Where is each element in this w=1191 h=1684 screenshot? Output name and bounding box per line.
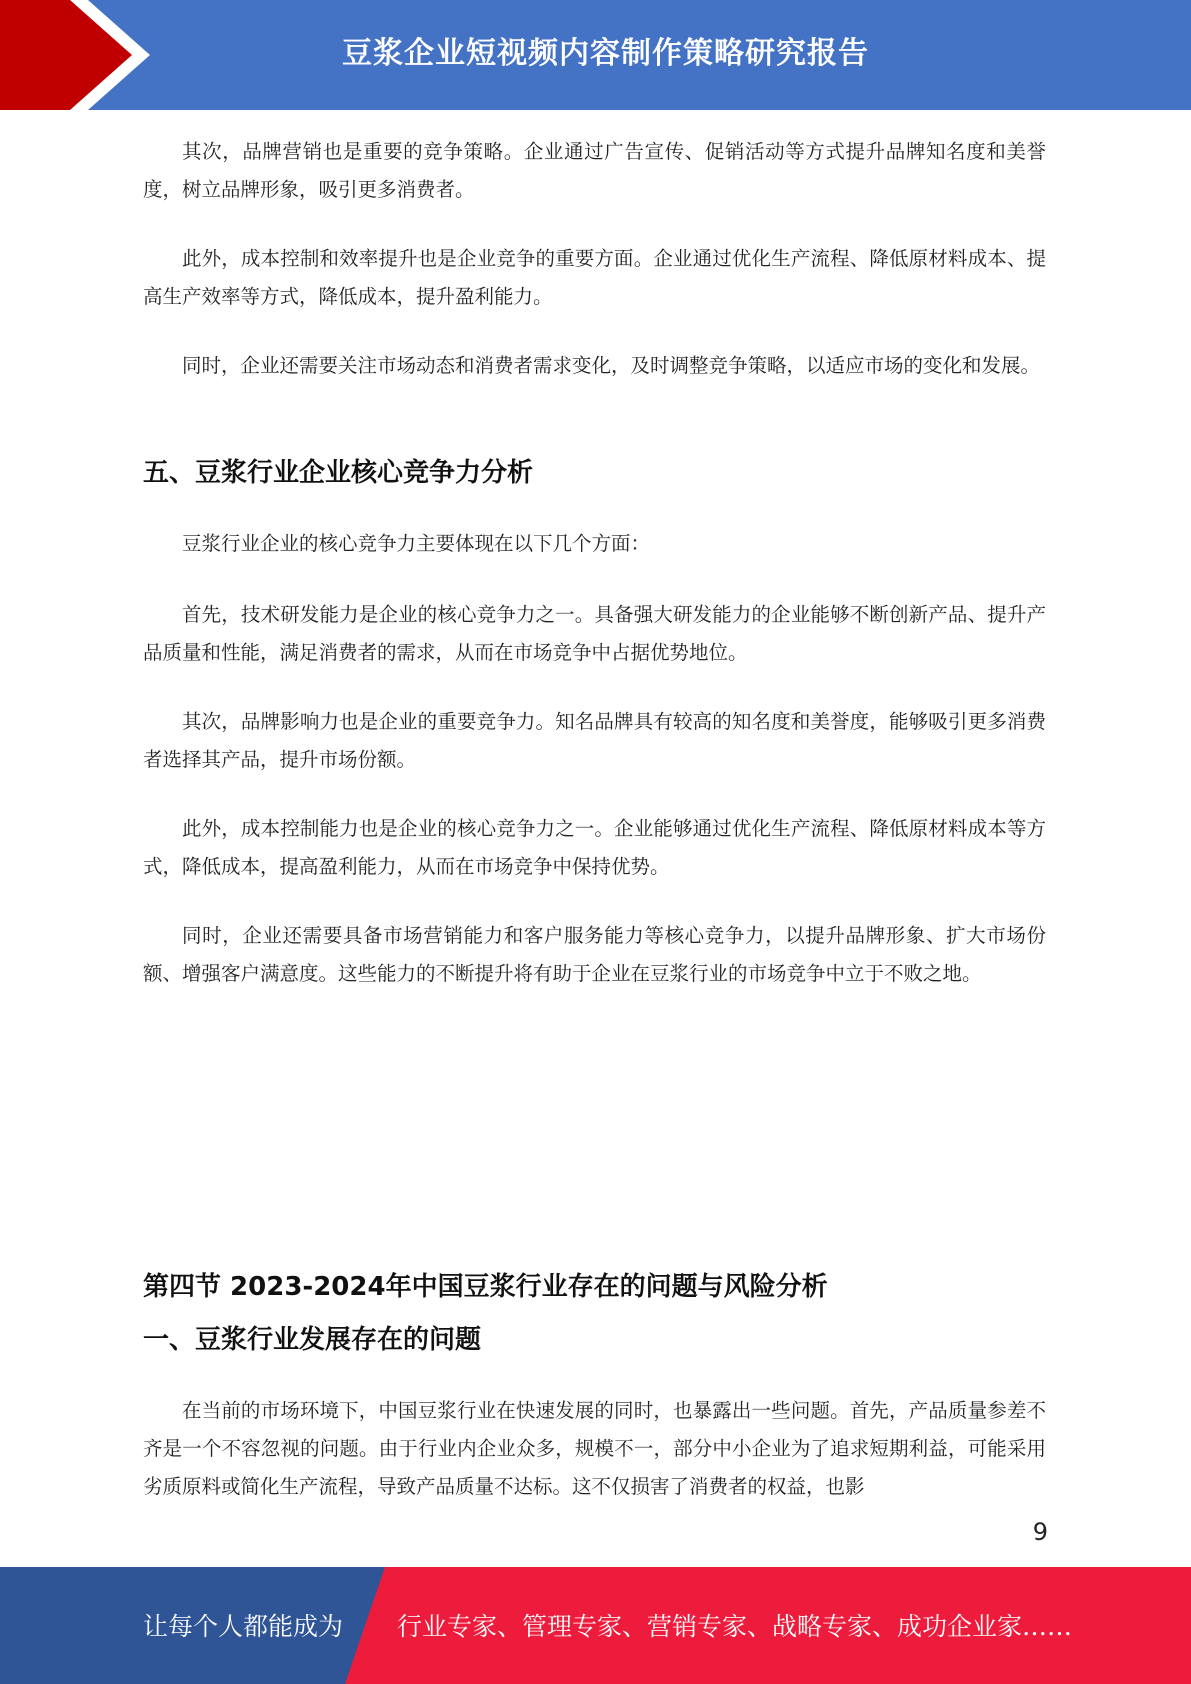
paragraph-industry-problems: 在当前的市场环境下，中国豆浆行业在快速发展的同时，也暴露出一些问题。首先，产品质量参差不齐是一个不容忽视的问题。由于行业内企业众多，规模不一，部分中小企业为了追求短期利益，可能采用劣质原料或简化生产流程，导致产品质量不达标。这不仅损害了消费者的权益，也影 — [143, 1399, 1046, 1498]
header-bar — [0, 0, 1191, 110]
paragraph-market-dynamics: 同时，企业还需要关注市场动态和消费者需求变化，及时调整竞争策略，以适应市场的变化和发展。 — [182, 354, 1041, 377]
footer-slogan-right: 行业专家、管理专家、营销专家、战略专家、成功企业家…… — [397, 1612, 1073, 1641]
paragraph-brand-influence: 其次，品牌影响力也是企业的重要竞争力。知名品牌具有较高的知名度和美誉度，能够吸引更多消费者选择其产品，提升市场份额。 — [143, 710, 1046, 771]
report-title: 豆浆企业短视频内容制作策略研究报告 — [342, 36, 869, 71]
paragraph-cost-control: 此外，成本控制和效率提升也是企业竞争的重要方面。企业通过优化生产流程、降低原材料成本、提高生产效率等方式，降低成本，提升盈利能力。 — [143, 247, 1046, 308]
footer-banner — [0, 1567, 1191, 1684]
paragraph-marketing-service: 同时，企业还需要具备市场营销能力和客户服务能力等核心竞争力，以提升品牌形象、扩大市场份额、增强客户满意度。这些能力的不断提升将有助于企业在豆浆行业的市场竞争中立于不败之地。 — [143, 924, 1046, 985]
paragraph-core-intro: 豆浆行业企业的核心竞争力主要体现在以下几个方面： — [182, 532, 651, 555]
paragraph-rd-capability: 首先，技术研发能力是企业的核心竞争力之一。具备强大研发能力的企业能够不断创新产品、提升产品质量和性能，满足消费者的需求，从而在市场竞争中占据优势地位。 — [143, 603, 1046, 664]
section-four-heading: 第四节 2023-2024年中国豆浆行业存在的问题与风险分析 — [143, 1272, 828, 1302]
page-number: 9 — [1032, 1518, 1048, 1546]
section-five-heading: 五、豆浆行业企业核心竞争力分析 — [143, 458, 534, 488]
paragraph-brand-marketing: 其次，品牌营销也是重要的竞争策略。企业通过广告宣传、促销活动等方式提升品牌知名度和美誉度，树立品牌形象，吸引更多消费者。 — [143, 140, 1046, 201]
paragraph-cost-capability: 此外，成本控制能力也是企业的核心竞争力之一。企业能够通过优化生产流程、降低原材料成本等方式，降低成本，提高盈利能力，从而在市场竞争中保持优势。 — [143, 817, 1046, 878]
subsection-one-heading: 一、豆浆行业发展存在的问题 — [143, 1325, 482, 1355]
footer-slogan-left: 让每个人都能成为 — [143, 1612, 344, 1641]
